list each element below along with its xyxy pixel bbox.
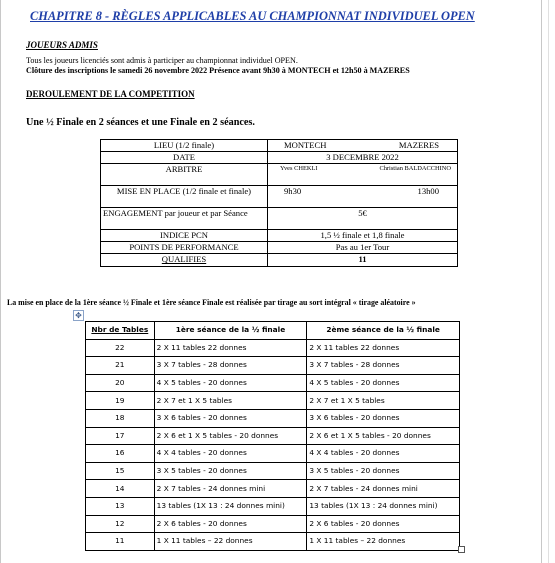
cell-seance-2: 3 X 5 tables - 20 donnes: [307, 462, 460, 480]
table-row: [86, 357, 460, 375]
mise-en-place-note: La mise en place de la 1ère séance ½ Finale et 1ère séance Finale est réalisée par tirage au sort intégral « tirage aléatoire »: [7, 298, 416, 307]
cell-seance-1: 2 X 7 tables - 24 donnes mini: [154, 480, 307, 498]
engagement-label: ENGAGEMENT par joueur et par Séance: [101, 208, 268, 230]
table-row: [86, 515, 460, 533]
table-row: [86, 462, 460, 480]
cell-seance-1: 1 X 11 tables – 22 donnes: [154, 533, 307, 551]
seance-table-header-row: [86, 322, 460, 340]
cell-nbr: 12: [86, 515, 155, 533]
mise-time-2: 13h00: [417, 186, 439, 196]
cell-seance-2: 4 X 5 tables - 20 donnes: [307, 374, 460, 392]
lieu-label: LIEU (1/2 finale): [101, 140, 268, 152]
cell-seance-1: 2 X 6 et 1 X 5 tables - 20 donnes: [154, 427, 307, 445]
lieu-value: [268, 140, 458, 152]
points-value: Pas au 1er Tour: [268, 242, 458, 254]
cell-seance-2: 1 X 11 tables – 22 donnes: [307, 533, 460, 551]
cell-nbr: 16: [86, 445, 155, 463]
cell-seance-1: 3 X 6 tables - 20 donnes: [154, 409, 307, 427]
cell-seance-2: 3 X 6 tables - 20 donnes: [307, 409, 460, 427]
cell-seance-2: 3 X 7 tables - 28 donnes: [307, 357, 460, 375]
mise-label: MISE EN PLACE (1/2 finale et finale): [101, 186, 268, 208]
cell-seance-1: 2 X 6 tables - 20 donnes: [154, 515, 307, 533]
arbitre-2: Christian BALDACCHINO: [379, 165, 451, 172]
cell-seance-2: 2 X 7 et 1 X 5 tables: [307, 392, 460, 410]
cell-seance-1: 4 X 5 tables - 20 donnes: [154, 374, 307, 392]
date-value: 3 DECEMBRE 2022: [268, 152, 458, 164]
table-row: [86, 480, 460, 498]
mise-time-1: 9h30: [284, 186, 302, 196]
cell-seance-1: 2 X 7 et 1 X 5 tables: [154, 392, 307, 410]
cell-seance-1: 13 tables (1X 13 : 24 donnes mini): [154, 497, 307, 515]
cell-nbr: 22: [86, 339, 155, 357]
table-row: [86, 533, 460, 551]
date-label: DATE: [101, 152, 268, 164]
qualifies-value: 11: [268, 254, 458, 267]
cell-seance-2: 2 X 11 tables 22 donnes: [307, 339, 460, 357]
qualifies-label: QUALIFIES: [101, 254, 268, 267]
header-seance-2: 2ème séance de la ½ finale: [307, 322, 460, 340]
engagement-value: 5€: [268, 208, 458, 230]
cell-nbr: 21: [86, 357, 155, 375]
cell-nbr: 19: [86, 392, 155, 410]
arbitre-label: ARBITRE: [101, 164, 268, 186]
info-table: [100, 139, 458, 267]
table-resize-handle[interactable]: [458, 546, 465, 553]
cell-seance-2: 2 X 7 tables - 24 donnes mini: [307, 480, 460, 498]
lieu-mazeres: MAZERES: [398, 140, 439, 150]
page-title: CHAPITRE 8 - RÈGLES APPLICABLES AU CHAMPIONNAT INDIVIDUEL OPEN: [30, 9, 475, 23]
cell-seance-2: 2 X 6 tables - 20 donnes: [307, 515, 460, 533]
mise-value: [268, 186, 458, 208]
cell-seance-1: 3 X 7 tables - 28 donnes: [154, 357, 307, 375]
arbitre-value: [268, 164, 458, 186]
table-row: [86, 497, 460, 515]
arbitre-1: Yves CHEKLI: [280, 165, 318, 172]
cell-nbr: 17: [86, 427, 155, 445]
cell-nbr: 20: [86, 374, 155, 392]
header-nbr-tables-text: Nbr de Tables: [91, 325, 149, 335]
cell-seance-2: 2 X 6 et 1 X 5 tables - 20 donnes: [307, 427, 460, 445]
cell-nbr: 13: [86, 497, 155, 515]
joueurs-line-1: Tous les joueurs licenciés sont admis à participer au championnat individuel OPEN.: [26, 56, 298, 65]
joueurs-line-2: Clôture des inscriptions le samedi 26 novembre 2022 Présence avant 9h30 à MONTECH et 12h50 à MAZERES: [26, 66, 410, 75]
indice-value: 1,5 ½ finale et 1,8 finale: [268, 230, 458, 242]
table-row: [86, 445, 460, 463]
deroulement-heading: DEROULEMENT DE LA COMPETITION: [26, 89, 195, 99]
cell-seance-2: 13 tables (1X 13 : 24 donnes mini): [307, 497, 460, 515]
page-edge-right: [541, 0, 542, 563]
cell-nbr: 11: [86, 533, 155, 551]
table-row: [86, 374, 460, 392]
points-label: POINTS DE PERFORMANCE: [101, 242, 268, 254]
lieu-montech: MONTECH: [284, 140, 327, 150]
cell-seance-2: 4 X 4 tables - 20 donnes: [307, 445, 460, 463]
cell-nbr: 15: [86, 462, 155, 480]
header-nbr-tables: [86, 322, 155, 340]
cell-seance-1: 2 X 11 tables 22 donnes: [154, 339, 307, 357]
cell-seance-1: 3 X 5 tables - 20 donnes: [154, 462, 307, 480]
table-row: [86, 392, 460, 410]
seance-table: [85, 321, 460, 551]
table-move-handle-icon[interactable]: ✥: [73, 310, 84, 321]
table-row: [86, 339, 460, 357]
deroulement-subtitle: Une ½ Finale en 2 séances et une Finale en 2 séances.: [26, 117, 255, 128]
cell-seance-1: 4 X 4 tables - 20 donnes: [154, 445, 307, 463]
table-row: [86, 409, 460, 427]
joueurs-heading: JOUEURS ADMIS: [26, 40, 98, 50]
table-row: [86, 427, 460, 445]
indice-label: INDICE PCN: [101, 230, 268, 242]
cell-nbr: 18: [86, 409, 155, 427]
scroll-gutter: [548, 0, 549, 563]
header-seance-1: 1ère séance de la ½ finale: [154, 322, 307, 340]
page-edge-left: [0, 0, 1, 563]
cell-nbr: 14: [86, 480, 155, 498]
